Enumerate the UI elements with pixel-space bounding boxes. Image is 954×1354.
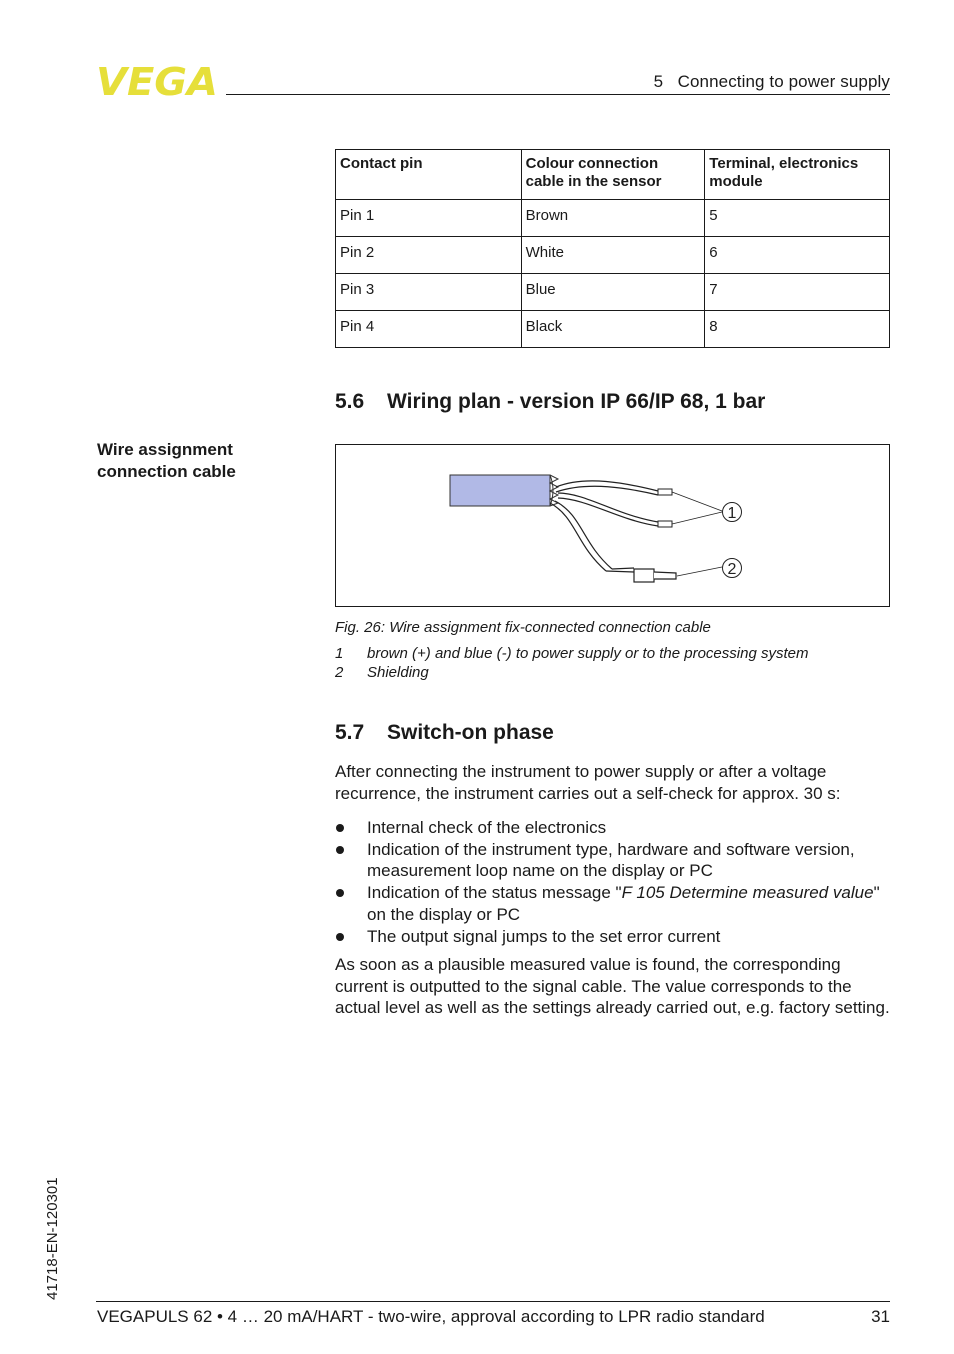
callout-2-label: 2 <box>727 561 737 578</box>
bullet-icon <box>336 824 344 832</box>
status-message-text: F 105 Determine measured value <box>621 883 874 903</box>
table-row <box>336 237 890 274</box>
section-title: Switch-on phase <box>387 721 554 744</box>
table-cell: Pin 3 <box>336 274 522 311</box>
bullet-icon <box>336 933 344 941</box>
bullet-icon <box>336 889 344 897</box>
section-number: 5.7 <box>335 721 365 744</box>
list-item-text: Indication of the status message " <box>367 883 622 903</box>
list-item <box>335 817 895 839</box>
intro-paragraph: After connecting the instrument to power supply or after a voltage recurrence, the instrument carries out a self-check for approx. 30 s: <box>335 762 841 803</box>
table-row <box>336 200 890 237</box>
wiring-diagram <box>336 445 889 606</box>
footer-product-line: VEGAPULS 62 • 4 … 20 mA/HART - two-wire, approval according to LPR radio standard <box>97 1307 765 1326</box>
shield-wire <box>550 503 606 571</box>
table-cell: 8 <box>705 311 890 348</box>
table-cell: 7 <box>705 274 890 311</box>
self-check-list <box>335 817 895 947</box>
table-cell: 6 <box>705 237 890 274</box>
svg-text:VEGA: VEGA <box>96 64 218 98</box>
section-heading-5-6 <box>335 390 765 414</box>
table-cell: White <box>521 237 705 274</box>
list-item <box>335 839 895 882</box>
cable-jacket <box>450 475 550 506</box>
list-item-text: The output signal jumps to the set error current <box>367 926 721 946</box>
table-cell: Brown <box>521 200 705 237</box>
figure-legend-item <box>335 645 808 662</box>
section-title: Wiring plan - version IP 66/IP 68, 1 bar <box>387 390 766 413</box>
table-row <box>336 311 890 348</box>
table-header-cell: Terminal, electronics module <box>705 150 890 200</box>
table-row <box>336 274 890 311</box>
vega-logo <box>96 64 220 98</box>
wiring-figure <box>335 444 890 607</box>
list-item-text: " on the display or PC <box>367 883 880 924</box>
legend-text: brown (+) and blue (-) to power supply or to the processing system <box>367 645 809 662</box>
ferrule <box>634 569 654 582</box>
margin-label <box>97 439 307 483</box>
list-item <box>335 882 895 925</box>
header-rule <box>226 94 890 95</box>
document-number: 41718-EN-120301 <box>44 1177 61 1300</box>
list-item <box>335 926 895 948</box>
list-item-text: Internal check of the electronics <box>367 818 607 837</box>
table-cell: 5 <box>705 200 890 237</box>
contact-pin-table <box>335 149 890 348</box>
list-item-text: Indication of the instrument type, hardware and software version, measurement loop name on the display or PC <box>367 839 855 881</box>
table-cell: Pin 1 <box>336 200 522 237</box>
table-header-cell: Colour connection cable in the sensor <box>521 150 705 200</box>
margin-label-text: Wire assignment connection cable <box>97 440 236 481</box>
table-cell: Blue <box>521 274 705 311</box>
callout-1-label: 1 <box>727 505 737 522</box>
table-header-cell: Contact pin <box>336 150 522 200</box>
section-heading-5-7 <box>335 721 554 745</box>
closing-paragraph: As soon as a plausible measured value is found, the corresponding current is outputted to the signal cable. The value corresponds to the actual level as well as the settings already carried out, e.g. factory setting. <box>335 955 890 1018</box>
table-cell: Pin 2 <box>336 237 522 274</box>
table-header-row <box>336 150 890 200</box>
header-section-title: 5 Connecting to power supply <box>653 72 890 91</box>
wire-brown <box>556 481 658 491</box>
bullet-icon <box>336 846 344 854</box>
legend-number: 1 <box>335 645 344 662</box>
figure-caption: Fig. 26: Wire assignment fix-connected connection cable <box>335 619 711 636</box>
legend-number: 2 <box>335 664 344 681</box>
table-cell: Pin 4 <box>336 311 522 348</box>
wire-blue <box>558 493 658 522</box>
table-cell: Black <box>521 311 705 348</box>
figure-legend-item <box>335 664 429 681</box>
section-number: 5.6 <box>335 390 365 413</box>
legend-text: Shielding <box>367 664 429 681</box>
footer-rule <box>96 1301 890 1302</box>
page-number: 31 <box>871 1307 890 1326</box>
